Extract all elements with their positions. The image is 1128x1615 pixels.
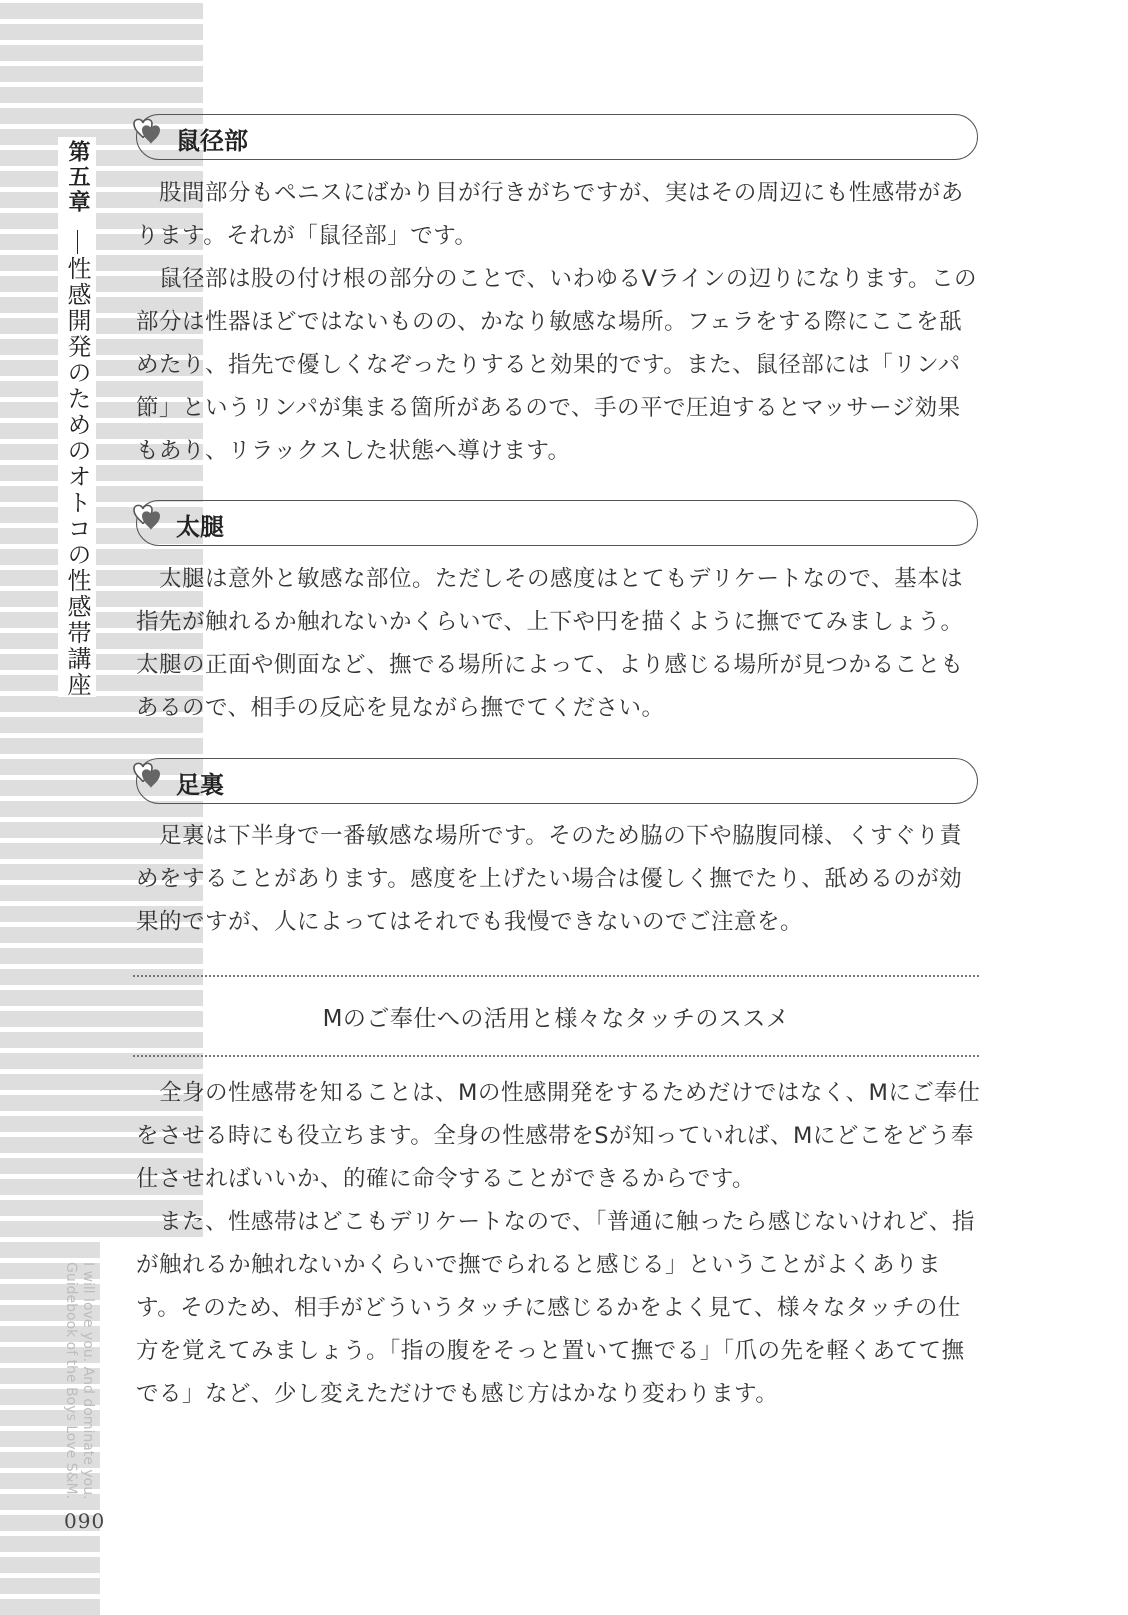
sidebar-stripe [0, 1032, 203, 1048]
body-paragraph: 足裏は下半身で一番敏感な場所です。そのため脇の下や脇腹同様、くすぐり責めをすることがあります。感度を上げたい場合は優しく撫でたり、舐めるのが効果的ですが、人によってはそれでも我慢できないのでご注意を。 [136, 823, 963, 935]
sidebar-stripe [0, 1557, 100, 1573]
section-title: 太腿 [176, 513, 224, 541]
sidebar-stripe [0, 1599, 100, 1615]
sidebar-stripe [0, 738, 203, 754]
body-paragraph: また、性感帯はどこもデリケートなので、「普通に触ったら感じないけれど、指が触れるか触れないかくらいで撫でられると感じる」ということがよくあります。そのため、相手がどういうタッチに感じるかをよく見て、様々なタッチの仕方を覚えてみましょう。「指の腹をそっと置いて撫でる」「爪の先を軽くあてて撫でる」など、少し変えただけでも感じ方はかなり変わります。 [136, 1209, 975, 1407]
sidebar-stripe [0, 45, 203, 61]
section-heading [130, 500, 978, 546]
page-number: 090 [64, 1509, 106, 1533]
body-paragraph: 股間部分もペニスにばかり目が行きがちですが、実はその周辺にも性感帯があります。それが「鼠径部」です。 [136, 180, 964, 249]
column-title: Mのご奉仕への活用と様々なタッチのススメ [322, 1006, 790, 1032]
sidebar-stripe [0, 1578, 100, 1594]
heading-frame [136, 500, 978, 546]
section-title: 足裏 [176, 771, 224, 799]
sidebar-stripe [0, 948, 203, 964]
double-heart-icon [126, 496, 170, 540]
sidebar-stripe [0, 3, 203, 19]
book-tagline: I will love you. And dominate you. Guidebook of the Boys Love S&M. [63, 1262, 96, 1500]
section-title: 鼠径部 [176, 127, 248, 155]
heading-frame [136, 758, 978, 804]
chapter-separator [77, 230, 78, 254]
chapter-title: 性感開発のためのオトコの性感帯講座 [63, 256, 91, 698]
double-heart-icon [126, 110, 170, 154]
heading-frame [136, 114, 978, 160]
chapter-label: 第五章 [65, 140, 90, 215]
dotted-divider [133, 1055, 979, 1057]
sidebar-stripe [0, 969, 203, 985]
sidebar-stripe [0, 24, 203, 40]
sidebar-stripe [0, 1536, 100, 1552]
body-paragraph: 全身の性感帯を知ることは、Mの性感開発をするためだけではなく、Mにご奉仕をさせる時にも役立ちます。全身の性感帯をSが知っていれば、Mにどこをどう奉仕させればいいか、的確に命令することができるからです。 [136, 1080, 981, 1192]
sidebar-stripe [0, 1242, 100, 1258]
section-heading [130, 114, 978, 160]
sidebar-stripe [0, 87, 203, 103]
double-heart-icon [126, 754, 170, 798]
section-heading [130, 758, 978, 804]
body-paragraph: 太腿は意外と敏感な部位。ただしその感度はとてもデリケートなので、基本は指先が触れるか触れないかくらいで、上下や円を描くように撫でてみましょう。太腿の正面や側面など、撫でる場所によって、より感じる場所が見つかることもあるので、相手の反応を見ながら撫でてください。 [136, 566, 964, 721]
dotted-divider [133, 975, 979, 977]
body-paragraph: 鼠径部は股の付け根の部分のことで、いわゆるVラインの辺りになります。この部分は性器ほどではないものの、かなり敏感な場所。フェラをする際にここを舐めたり、指先で優しくなぞったりすると効果的です。また、鼠径部には「リンパ節」というリンパが集まる箇所があるので、手の平で圧迫するとマッサージ効果もあり、リラックスした状態へ導けます。 [136, 266, 977, 464]
sidebar-stripe [0, 66, 203, 82]
